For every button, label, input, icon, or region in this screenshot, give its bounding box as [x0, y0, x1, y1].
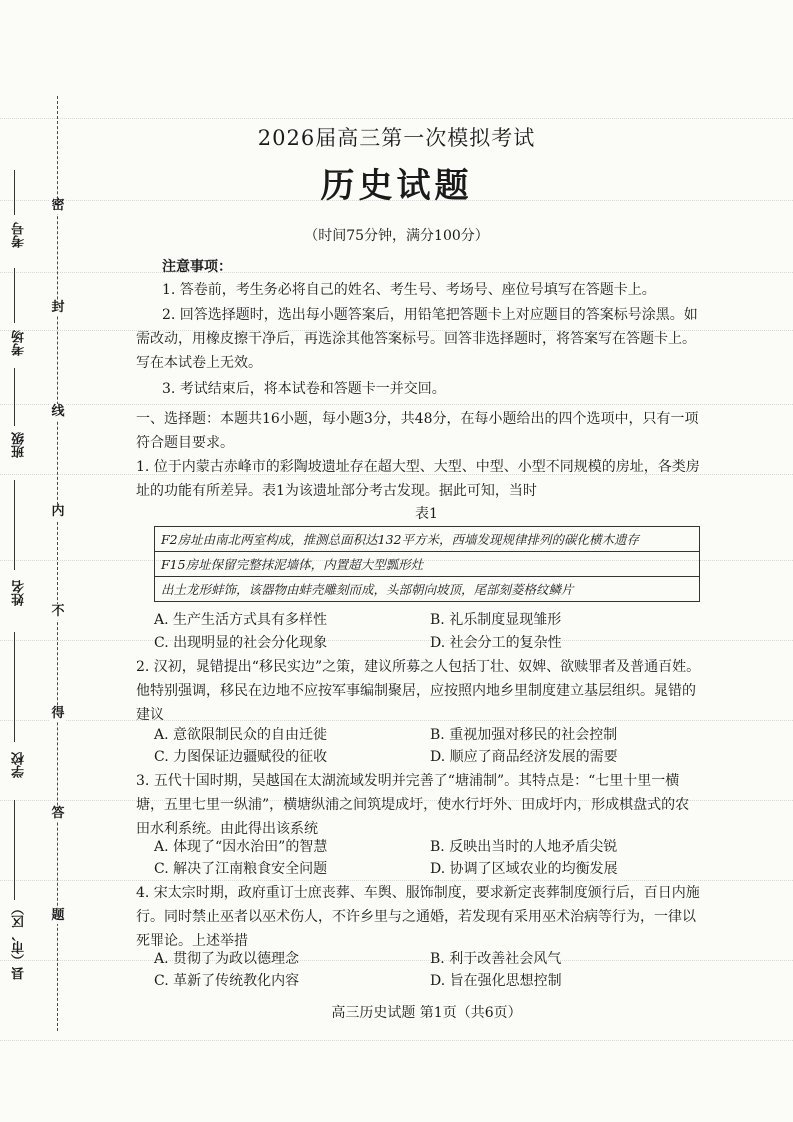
q2-option-d: D. 顺应了商品经济发展的需要: [430, 749, 618, 765]
table-cell: 出土龙形蚌饰，该器物由蚌壳雕刻而成，头部朝向坡顶，尾部刻菱格纹鳞片: [155, 577, 700, 602]
field-underline: [14, 368, 15, 426]
seal-char: 不: [51, 604, 65, 619]
q1-option-d: D. 社会分工的复杂性: [430, 635, 562, 651]
table-cell: F2房址由南北两室构成，推测总面积达132平方米，西墙发现规律排列的碳化横木遗存: [155, 527, 700, 552]
seal-char: 密: [51, 198, 65, 213]
seal-char: 答: [51, 806, 65, 821]
field-label-class: 班级: [12, 432, 27, 458]
field-label-name: 姓名: [12, 580, 27, 606]
q3-option-d: D. 协调了区域农业的均衡发展: [430, 861, 618, 877]
table-cell: F15房址保留完整抹泥墙体，内置超大型瓢形灶: [155, 552, 700, 577]
field-label-exam-number: 考号: [12, 222, 27, 248]
seal-char: 得: [51, 706, 65, 721]
question-2-stem: 2. 汉初，晁错提出“移民实边”之策，建议所募之人包括丁壮、奴婢、欲赎罪者及普通百姓。他特别强调，移民在边地不应按军事编制聚居，应按照内地乡里制度建立基层组织。晁错的建议: [136, 659, 701, 723]
seal-char: 内: [51, 504, 65, 519]
table-row: [155, 577, 700, 602]
q3-option-a: A. 体现了“因水治田”的智慧: [154, 839, 328, 855]
q1-option-c: C. 出现明显的社会分化现象: [154, 635, 328, 651]
q2-option-b: B. 重视加强对移民的社会控制: [430, 727, 618, 743]
notice-item-1: 1. 答卷前，考生务必将自己的姓名、考生号、考场号、座位号填写在答题卡上。: [162, 282, 656, 298]
q4-option-b: B. 利于改善社会风气: [430, 951, 562, 967]
section-intro: 一、选择题：本题共16小题，每小题3分，共48分，在每小题给出的四个选项中，只有一项符合题目要求。: [136, 411, 699, 451]
field-underline: [14, 480, 15, 570]
question-4-stem: 4. 宋太宗时期，政府重订士庶丧葬、车舆、服饰制度，要求新定丧葬制度颁行后，百日内施行。同时禁止巫者以巫术伤人，不许乡里与之通婚，若发现有采用巫术治病等行为，一律以死罪论。上述举措: [136, 885, 700, 949]
exam-title: 2026届高三第一次模拟考试: [257, 126, 536, 150]
field-underline: [14, 268, 15, 323]
field-label-county: 县（市、区）: [12, 902, 27, 980]
q4-option-a: A. 贯彻了为政以德理念: [154, 951, 300, 967]
q1-option-a: A. 生产生活方式具有多样性: [154, 612, 328, 628]
q4-option-c: C. 革新了传统教化内容: [154, 973, 300, 989]
notice-item-2: 2. 回答选择题时，选出每小题答案后，用铅笔把答题卡上对应题目的答案标号涂黑。如需改动，用橡皮擦干净后，再选涂其他答案标号。回答非选择题时，将答案写在答题卡上。写在本试卷上无效。: [136, 307, 698, 371]
table-row: [155, 527, 700, 552]
q4-option-d: D. 旨在强化思想控制: [430, 973, 562, 989]
q3-option-b: B. 反映出当时的人地矛盾尖锐: [430, 839, 618, 855]
notice-item-3: 3. 考试结束后，将本试卷和答题卡一并交回。: [162, 381, 446, 397]
field-label-school: 学校: [12, 752, 27, 778]
table-row: [155, 552, 700, 577]
subject-title: 历史试题: [320, 166, 473, 206]
q2-option-a: A. 意欲限制民众的自由迁徙: [154, 727, 328, 743]
q3-option-c: C. 解决了江南粮食安全问题: [154, 861, 328, 877]
archaeology-table: [154, 526, 700, 602]
field-label-exam-room: 考场: [12, 330, 27, 356]
field-underline: [14, 632, 15, 742]
time-info: （时间75分钟，满分100分）: [304, 228, 489, 244]
seal-char: 线: [51, 404, 65, 419]
seal-char: 题: [51, 908, 65, 923]
question-3-stem: 3. 五代十国时期，吴越国在太湖流域发明并完善了“塘浦制”。其特点是：“七里十里一横塘，五里七里一纵浦”，横塘纵浦之间筑堤成圩，使水行圩外、田成圩内，形成棋盘式的农田水利系统。由此得出该系统: [136, 773, 690, 837]
q2-option-c: C. 力图保证边疆赋役的征收: [154, 749, 328, 765]
notice-heading: 注意事项：: [162, 259, 232, 275]
q1-option-b: B. 礼乐制度显现雏形: [430, 612, 562, 628]
table-title: 表1: [415, 506, 438, 522]
page-footer: 高三历史试题 第1页（共6页）: [331, 1005, 522, 1021]
seal-char: 封: [51, 300, 65, 315]
field-underline: [14, 800, 15, 900]
question-1-stem: 1. 位于内蒙古赤峰市的彩陶坡遗址存在超大型、大型、中型、小型不同规模的房址，各类房址的功能有所差异。表1为该遗址部分考古发现。据此可知，当时: [136, 459, 700, 499]
